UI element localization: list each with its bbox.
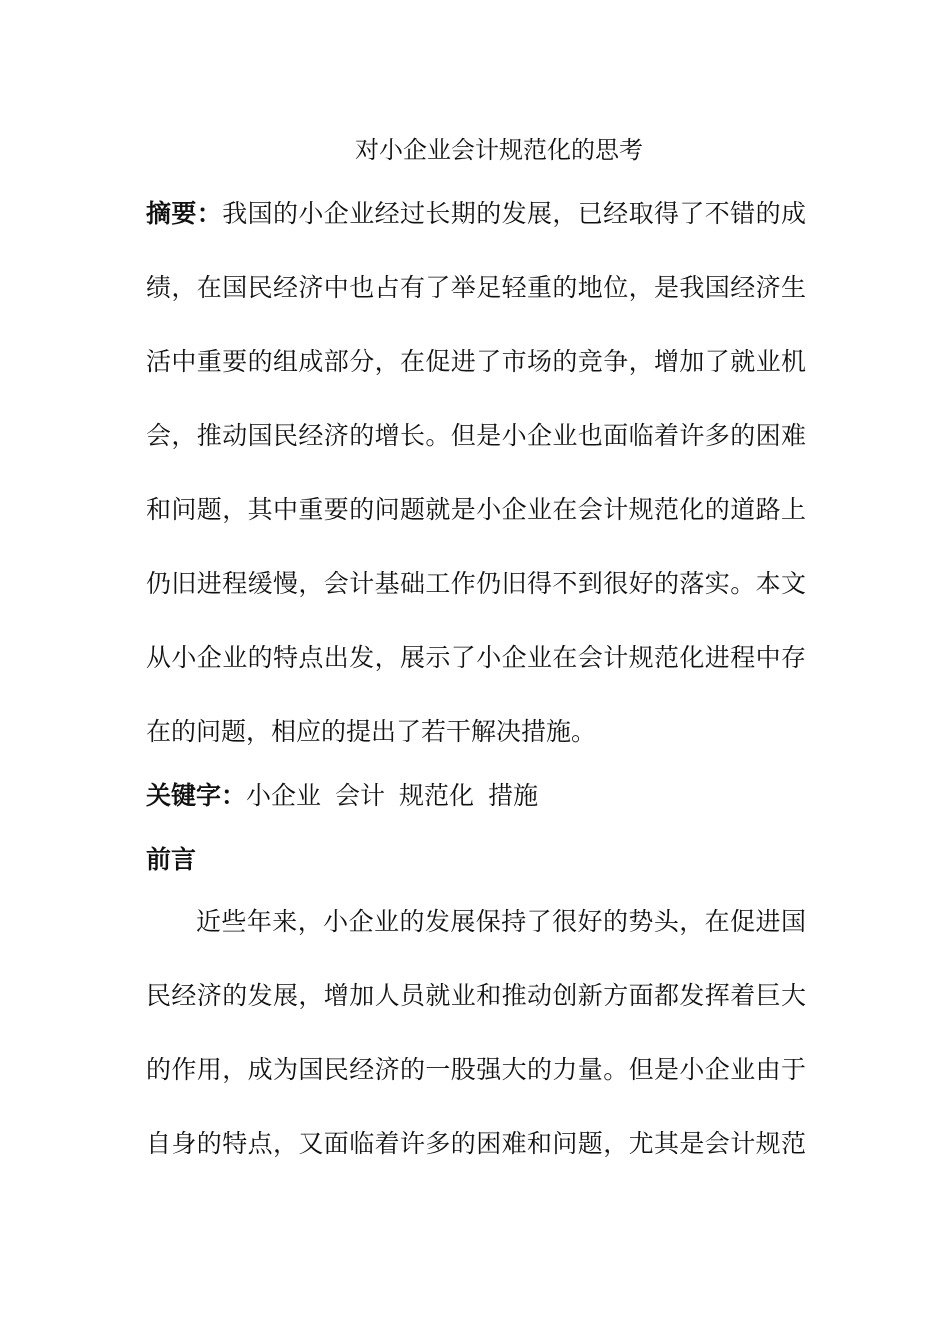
- preface-line-4: 自身的特点，又面临着许多的困难和问题，尤其是会计规范: [146, 1129, 806, 1158]
- document-title: 对小企业会计规范化的思考: [355, 136, 643, 164]
- abstract-text: 我国的小企业经过长期的发展，已经取得了不错的成: [222, 199, 806, 228]
- preface-line-2: 民经济的发展，增加人员就业和推动创新方面都发挥着巨大: [146, 981, 806, 1010]
- keywords-line: [146, 778, 806, 814]
- abstract-line-2: 绩，在国民经济中也占有了举足轻重的地位，是我国经济生: [146, 273, 806, 302]
- keyword: 规范化: [399, 781, 475, 810]
- abstract-line-7: 从小企业的特点出发，展示了小企业在会计规范化进程中存: [146, 643, 806, 672]
- abstract-label: 摘要：: [146, 199, 223, 228]
- abstract-line-3: 活中重要的组成部分，在促进了市场的竞争，增加了就业机: [146, 347, 806, 376]
- preface-line-3: 的作用，成为国民经济的一股强大的力量。但是小企业由于: [146, 1055, 806, 1084]
- keyword: 会计: [335, 781, 386, 810]
- abstract-line-6: 仍旧进程缓慢，会计基础工作仍旧得不到很好的落实。本文: [146, 569, 806, 598]
- keywords-label: 关键字：: [146, 781, 247, 810]
- keyword: 措施: [488, 781, 539, 810]
- abstract-line-5: 和问题，其中重要的问题就是小企业在会计规范化的道路上: [146, 495, 806, 524]
- preface-line-1: 近些年来，小企业的发展保持了很好的势头，在促进国: [196, 907, 806, 936]
- keyword: 小企业: [246, 781, 322, 810]
- abstract-line-4: 会，推动国民经济的增长。但是小企业也面临着许多的困难: [146, 421, 806, 450]
- abstract-line-1: [146, 196, 806, 232]
- preface-heading: 前言: [146, 845, 197, 874]
- abstract-line-8: 在的问题，相应的提出了若干解决措施。: [146, 717, 597, 746]
